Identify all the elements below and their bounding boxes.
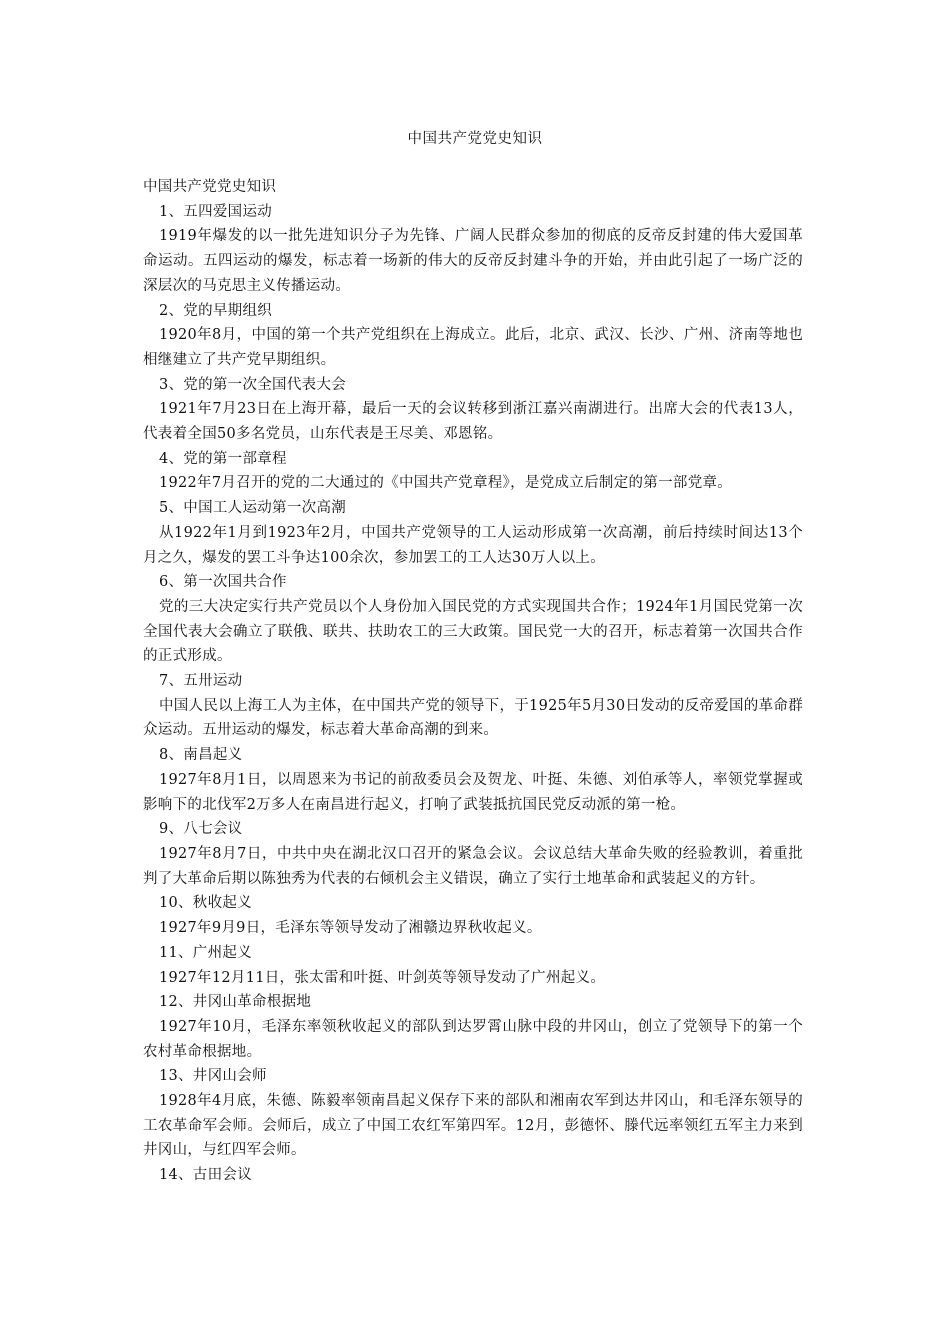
section-heading: 2、党的早期组织 (158, 302, 273, 319)
section-heading: 14、古田会议 (158, 1167, 252, 1184)
section-heading: 7、五卅运动 (158, 673, 243, 690)
section-heading: 9、八七会议 (158, 821, 243, 838)
document-heading: 中国共产党党史知识 (143, 179, 277, 195)
section-body: 1928年4月底，朱德、陈毅率领南昌起义保存下来的部队和湘南农军到达井冈山，和毛泽东领导的工农革命军会师。会师后，成立了中国工农红军第四军。12月，彭德怀、滕代远率领红五军主力来到井冈山，与红四军会师。 (143, 1093, 803, 1159)
section-body: 1927年8月1日，以周恩来为书记的前敌委员会及贺龙、叶挺、朱德、刘伯承等人，率领党掌握或影响下的北伐军2万多人在南昌进行起义，打响了武装抵抗国民党反动派的第一枪。 (143, 771, 803, 813)
section-body: 1927年10月，毛泽东率领秋收起义的部队到达罗霄山脉中段的井冈山，创立了党领导下的第一个农村革命根据地。 (143, 1018, 803, 1060)
section-body: 从1922年1月到1923年2月，中国共产党领导的工人运动形成第一次高潮，前后持续时间达13个月之久，爆发的罢工斗争达100余次，参加罢工的工人达30万人以上。 (143, 524, 803, 566)
section-body: 1919年爆发的以一批先进知识分子为先锋、广阔人民群众参加的彻底的反帝反封建的伟大爱国革命运动。五四运动的爆发，标志着一场新的伟大的反帝反封建斗争的开始，并由此引起了一场广泛的深层次的马克思主义传播运动。 (143, 228, 803, 294)
section-heading: 6、第一次国共合作 (158, 574, 287, 591)
section-body: 1927年12月11日，张太雷和叶挺、叶剑英等领导发动了广州起义。 (158, 969, 606, 986)
section-body: 党的三大决定实行共产党员以个人身份加入国民党的方式实现国共合作；1924年1月国民党第一次全国代表大会确立了联俄、联共、扶助农工的三大政策。国民党一大的召开，标志着第一次国共合作的正式形成。 (143, 598, 803, 665)
section-heading: 5、中国工人运动第一次高潮 (158, 500, 347, 517)
section-body: 1927年8月7日，中共中央在湖北汉口召开的紧急会议。会议总结大革命失败的经验教训，着重批判了大革命后期以陈独秀为代表的右倾机会主义错误，确立了实行土地革命和武装起义的方针。 (143, 845, 803, 887)
section-heading: 3、党的第一次全国代表大会 (158, 376, 347, 393)
section-heading: 11、广州起义 (158, 944, 252, 961)
section-heading: 1、五四爱国运动 (158, 203, 273, 220)
document-body (143, 175, 803, 1188)
section-heading: 10、秋收起义 (158, 895, 252, 912)
section-body: 中国人民以上海工人为主体，在中国共产党的领导下，于1925年5月30日发动的反帝爱国的革命群众运动。五卅运动的爆发，标志着大革命高潮的到来。 (143, 697, 803, 739)
section-heading: 8、南昌起义 (158, 747, 243, 764)
section-heading: 12、井冈山革命根据地 (158, 994, 312, 1011)
section-body: 1927年9月9日，毛泽东等领导发动了湘赣边界秋收起义。 (158, 920, 542, 937)
section-heading: 13、井冈山会师 (158, 1068, 267, 1085)
section-heading: 4、党的第一部章程 (158, 450, 287, 467)
page-title: 中国共产党党史知识 (407, 131, 543, 147)
section-body: 1920年8月，中国的第一个共产党组织在上海成立。此后，北京、武汉、长沙、广州、济南等地也相继建立了共产党早期组织。 (143, 327, 803, 368)
section-body: 1922年7月召开的党的二大通过的《中国共产党章程》，是党成立后制定的第一部党章。 (158, 475, 733, 492)
section-body: 1921年7月23日在上海开幕，最后一天的会议转移到浙江嘉兴南湖进行。出席大会的代表13人，代表着全国50多名党员，山东代表是王尽美、邓恩铭。 (143, 401, 803, 443)
